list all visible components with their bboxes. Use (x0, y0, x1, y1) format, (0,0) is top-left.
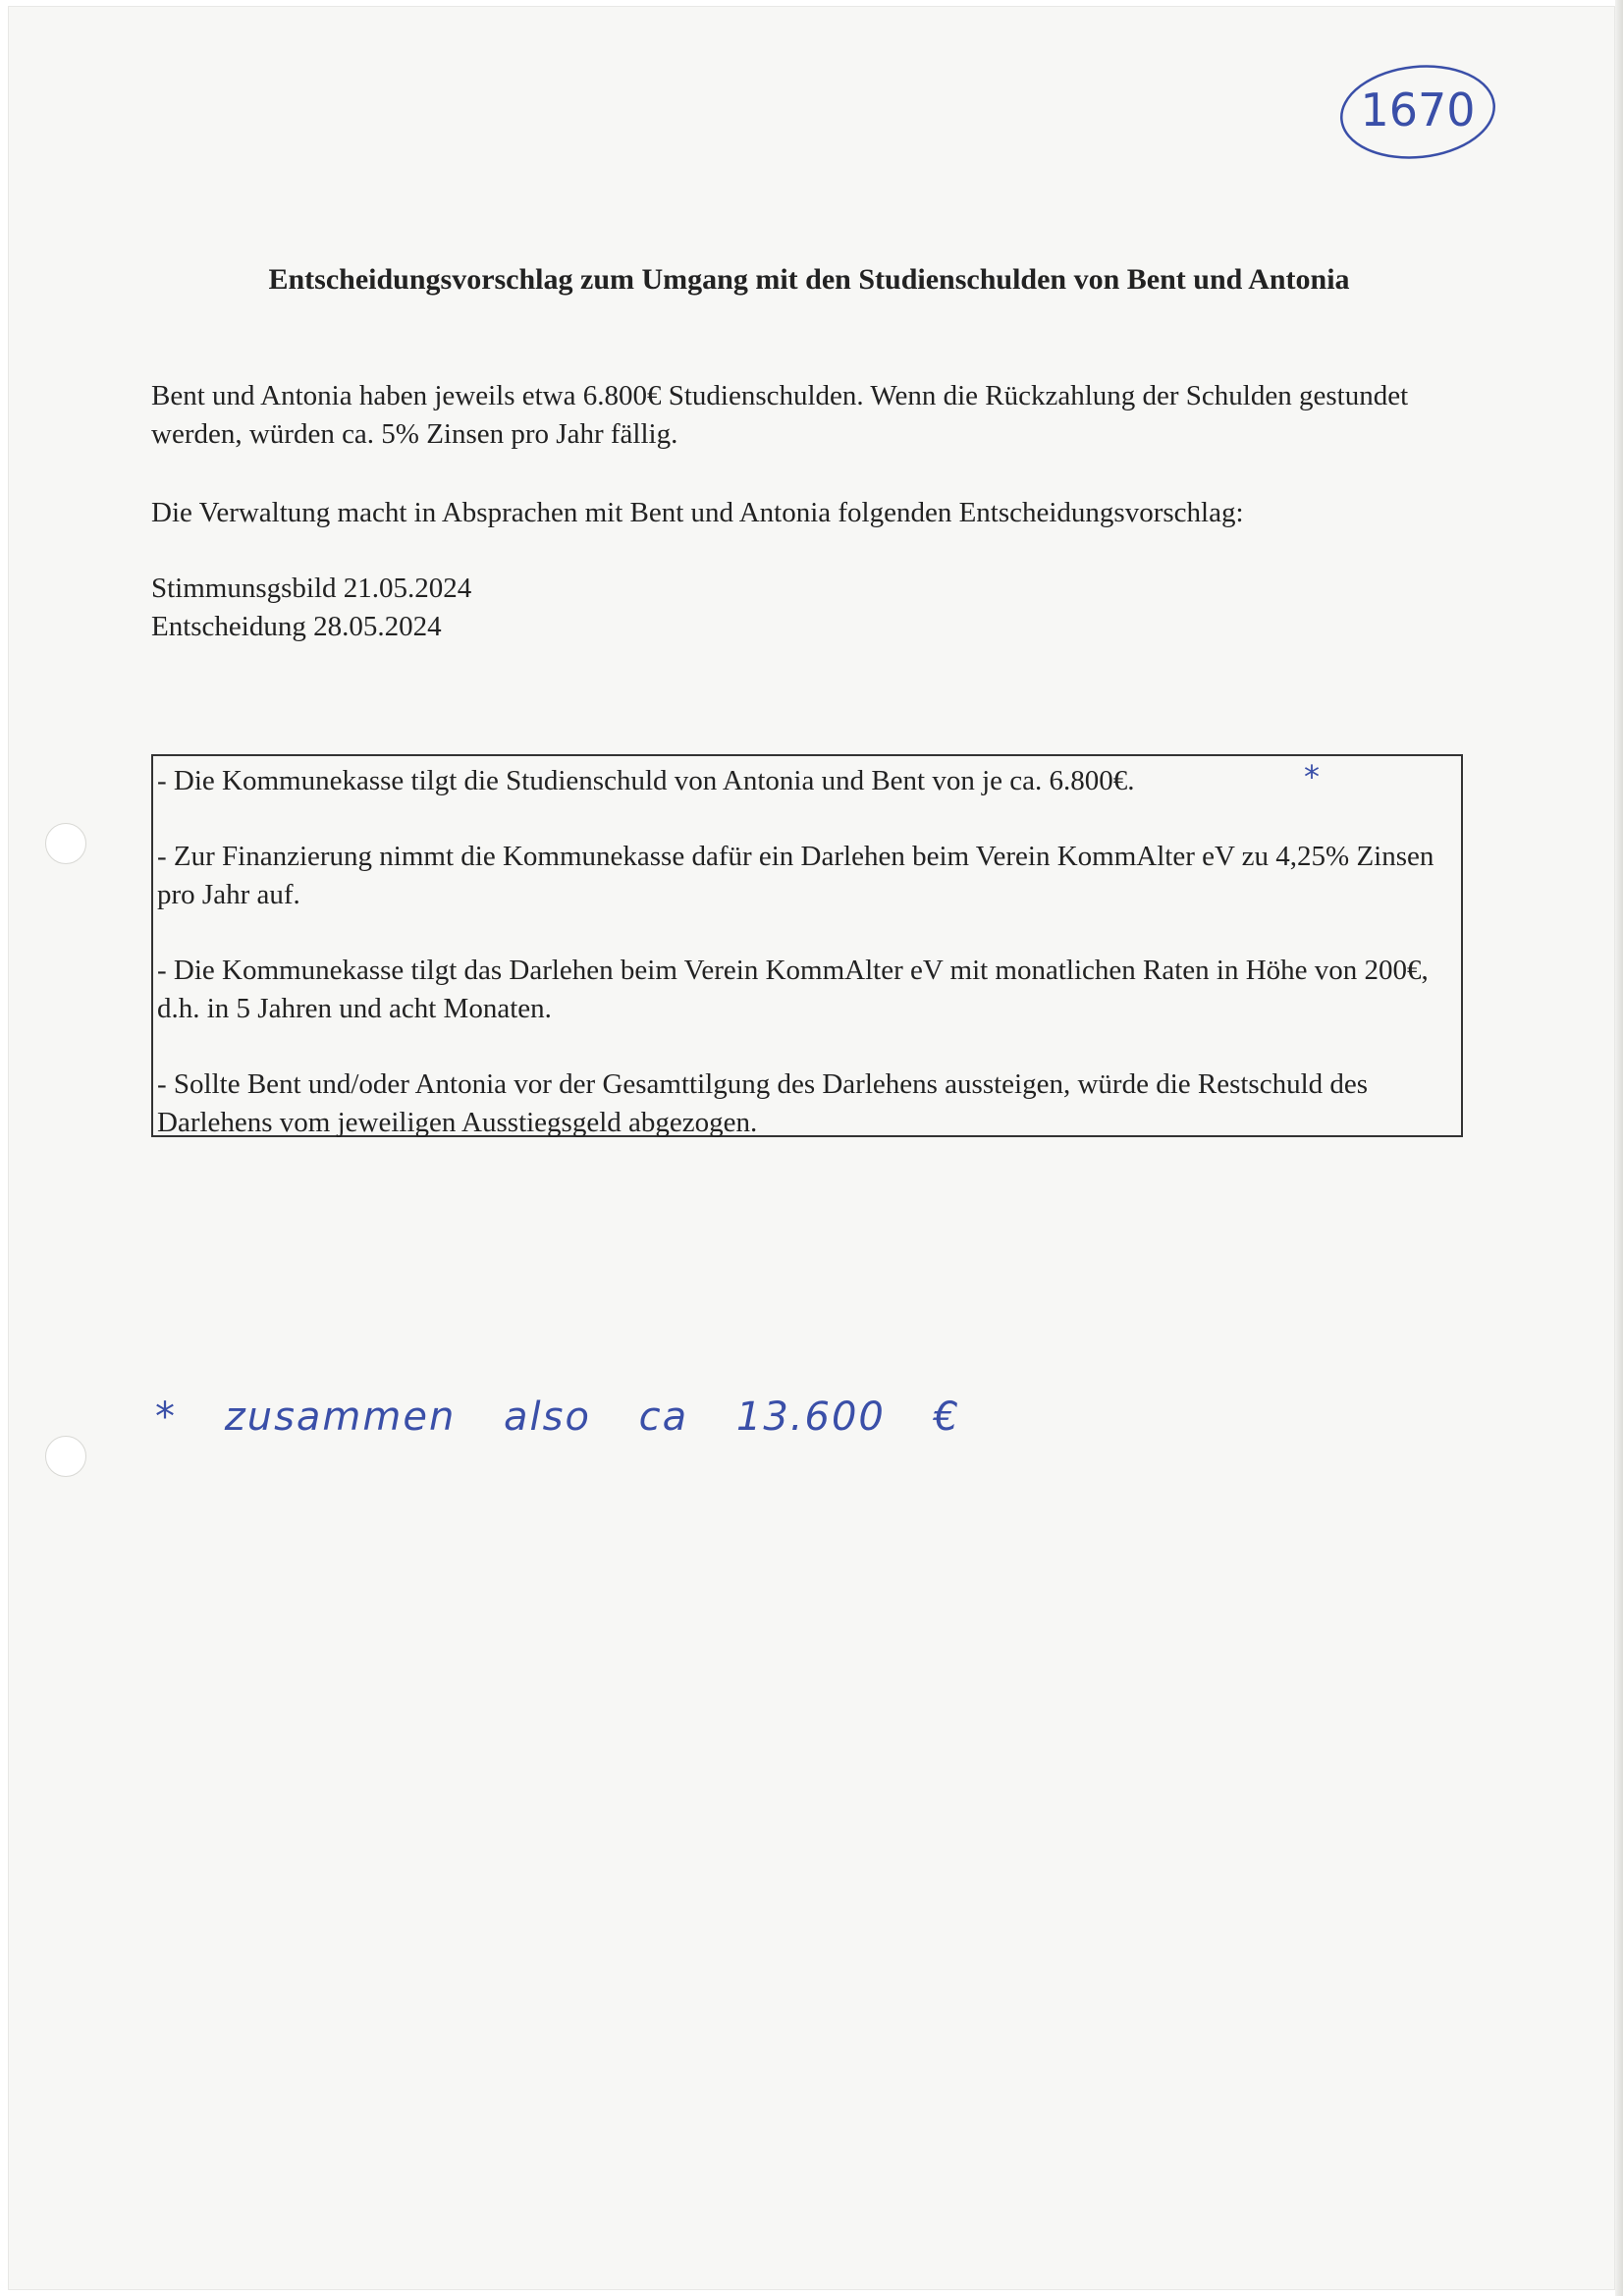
intro-text: Bent und Antonia haben jeweils etwa 6.800€ Studienschulden. Wenn die Rückzahlung der Schulden gestundet werden, würden ca. 5% Zinsen pro Jahr fällig. (151, 380, 1409, 450)
scanned-page (8, 6, 1615, 2290)
proposal-box (151, 754, 1463, 1137)
handwritten-note: * zusammen also ca 13.600 € (155, 1394, 961, 1440)
date-decision: Entscheidung 28.05.2024 (151, 611, 442, 642)
punch-hole-bottom (45, 1436, 86, 1477)
intro-paragraph (151, 377, 1467, 454)
page-number: 1670 (1360, 83, 1476, 137)
proposal-item: - Sollte Bent und/oder Antonia vor der Gesamttilgung des Darlehens aussteigen, würde die Restschuld des Darlehens vom jeweiligen Ausstiegsgeld abgezogen. (157, 1068, 1369, 1138)
proposal-item: - Zur Finanzierung nimmt die Kommunekasse dafür ein Darlehen beim Verein KommAlter eV zu 4,25% Zinsen pro Jahr auf. (157, 841, 1434, 910)
proposal-item: - Die Kommunekasse tilgt die Studienschuld von Antonia und Bent von je ca. 6.800€. (157, 765, 1135, 796)
dates-block (151, 570, 1467, 646)
admin-text: Die Verwaltung macht in Absprachen mit Bent und Antonia folgenden Entscheidungsvorschlag: (151, 497, 1244, 528)
date-mood: Stimmunsgsbild 21.05.2024 (151, 573, 472, 604)
document-title: Entscheidungsvorschlag zum Umgang mit den Studienschulden von Bent und Antonia (268, 263, 1350, 296)
page-number-stamp (1331, 43, 1500, 175)
admin-paragraph (151, 494, 1467, 532)
punch-hole-top (45, 823, 86, 864)
page-edge (1615, 0, 1623, 2296)
handwritten-asterisk: * (1304, 758, 1320, 795)
proposal-item: - Die Kommunekasse tilgt das Darlehen beim Verein KommAlter eV mit monatlichen Raten in Höhe von 200€, d.h. in 5 Jahren und acht Monaten. (157, 955, 1429, 1024)
